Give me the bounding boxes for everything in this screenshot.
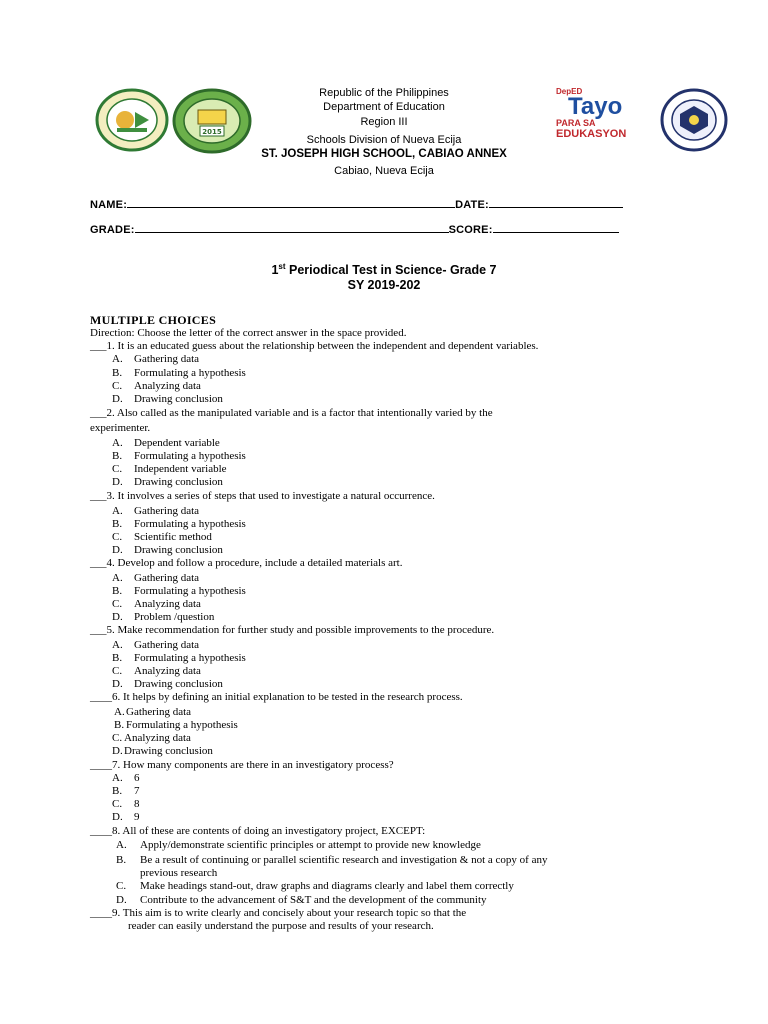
question-text: 2. Also called as the manipulated variable and is a factor that intentionally varied by the [106, 407, 493, 420]
question-8 [90, 825, 690, 838]
school-seal-year: 2015 [202, 128, 222, 136]
option-letter: B. [114, 718, 125, 731]
tayo-line2-text: EDUKASYON [556, 128, 627, 140]
question-7 [90, 759, 690, 772]
option-letter: C. [112, 531, 123, 544]
option-letter: B. [112, 651, 123, 664]
option-text: Independent variable [134, 463, 227, 476]
option-letter: B. [116, 853, 127, 866]
option-c [112, 798, 690, 811]
option-letter: B. [112, 449, 123, 462]
option-text-cont: previous research [140, 867, 218, 880]
option-a [116, 839, 690, 852]
option-letter: B. [112, 584, 123, 597]
question-text-cont: experimenter. [90, 422, 151, 435]
option-letter: D. [112, 811, 123, 824]
option-text: Analyzing data [134, 598, 201, 611]
option-letter: A. [112, 771, 123, 784]
name-blank-line[interactable] [127, 197, 455, 208]
direction-text: Direction: Choose the letter of the correct answer in the space provided. [90, 327, 407, 339]
name-label: NAME: [90, 199, 128, 211]
option-letter: A. [114, 705, 125, 718]
option-b [112, 450, 690, 463]
header-deped: Department of Education [323, 101, 445, 113]
option-text: Analyzing data [134, 665, 201, 678]
option-text: 6 [134, 771, 140, 784]
question-4 [90, 557, 690, 570]
option-text: Scientific method [134, 531, 212, 544]
grade-score-row [90, 222, 619, 236]
option-text: Dependent variable [134, 436, 220, 449]
answer-blank[interactable]: ___ [90, 490, 107, 503]
option-a [112, 437, 690, 450]
option-text: Contribute to the advancement of S&T and the development of the community [140, 893, 487, 906]
answer-blank[interactable]: ____ [90, 824, 112, 837]
option-text: Drawing conclusion [134, 476, 223, 489]
answer-blank[interactable]: ____ [90, 758, 112, 771]
header-region: Region III [360, 116, 408, 128]
option-letter: A. [112, 353, 123, 366]
grade-label: GRADE: [90, 224, 135, 236]
question-text: 5. Make recommendation for further study and possible improvements to the procedure. [106, 624, 495, 637]
option-d [112, 678, 690, 691]
option-c [112, 463, 690, 476]
header-division: Schools Division of Nueva Ecija [306, 134, 462, 146]
answer-blank[interactable]: ___ [90, 340, 107, 353]
option-b [116, 854, 690, 867]
option-c [112, 531, 690, 544]
answer-blank[interactable]: ___ [90, 407, 107, 420]
question-9 [90, 907, 690, 920]
option-letter: D. [116, 893, 127, 906]
header-school: ST. JOSEPH HIGH SCHOOL, CABIAO ANNEX [261, 148, 507, 160]
title-text: Periodical Test in Science- Grade 7 [285, 263, 497, 278]
option-d [116, 894, 690, 907]
option-letter: A. [116, 838, 127, 851]
option-letter: D. [112, 476, 123, 489]
option-letter: D. [112, 611, 123, 624]
question-text: 6. It helps by defining an initial explanation to be tested in the research process. [112, 691, 463, 704]
option-letter: D. [112, 678, 123, 691]
option-letter: C. [112, 598, 123, 611]
test-title-line [0, 259, 768, 278]
option-letter: B. [112, 517, 123, 530]
question-text: 8. All of these are contents of doing an investigatory project, EXCEPT: [112, 824, 426, 837]
option-c [112, 598, 690, 611]
answer-blank[interactable]: ____ [90, 691, 112, 704]
option-text: Apply/demonstrate scientific principles or attempt to provide new knowledge [140, 838, 481, 851]
option-b [114, 719, 690, 732]
question-text: 9. This aim is to write clearly and concisely about your research topic so that the [112, 906, 467, 919]
option-letter: C. [112, 798, 123, 811]
option-c [116, 880, 690, 893]
header-address: Cabiao, Nueva Ecija [334, 165, 434, 177]
option-text: Gathering data [126, 705, 192, 718]
option-letter: B. [112, 366, 123, 379]
school-year: SY 2019-202 [347, 278, 421, 293]
header-republic: Republic of the Philippines [319, 87, 449, 99]
option-text: Formulating a hypothesis [134, 449, 246, 462]
option-letter: A. [112, 638, 123, 651]
option-text: Problem /question [134, 611, 215, 624]
option-a [112, 505, 690, 518]
option-letter: A. [112, 571, 123, 584]
option-letter: D. [112, 544, 123, 557]
question-text: 7. How many components are there in an investigatory process? [112, 758, 394, 771]
option-d [112, 611, 690, 624]
option-text: Gathering data [134, 504, 200, 517]
option-b [112, 518, 690, 531]
option-letter: B. [112, 784, 123, 797]
option-text: Drawing conclusion [134, 544, 223, 557]
option-text: Formulating a hypothesis [134, 517, 246, 530]
test-title [0, 259, 768, 293]
option-text: Gathering data [134, 353, 200, 366]
option-letter: C. [116, 880, 127, 893]
option-c [112, 732, 690, 745]
option-b [112, 652, 690, 665]
option-a [112, 639, 690, 652]
answer-blank[interactable]: ____ [90, 906, 112, 919]
name-date-row [90, 197, 623, 211]
option-text: Drawing conclusion [134, 393, 223, 406]
score-label: SCORE: [448, 224, 493, 236]
option-c [112, 380, 690, 393]
option-letter: A. [112, 504, 123, 517]
option-letter: D. [112, 393, 123, 406]
letterhead [0, 86, 768, 178]
question-text: 1. It is an educated guess about the relationship between the independent and dependent variables. [106, 340, 539, 353]
question-text: 3. It involves a series of steps that used to investigate a natural occurrence. [106, 490, 435, 503]
tayo-small-text: DepED [556, 87, 583, 96]
question-2 [90, 407, 690, 420]
question-6 [90, 691, 690, 704]
question-text: 4. Develop and follow a procedure, include a detailed materials art. [106, 557, 403, 570]
option-a [112, 772, 690, 785]
question-3 [90, 490, 690, 503]
option-text: Formulating a hypothesis [126, 718, 238, 731]
option-text: Gathering data [134, 638, 200, 651]
option-text: Analyzing data [134, 379, 201, 392]
option-text: 9 [134, 811, 140, 824]
tayo-big-text: Tayo [568, 93, 623, 120]
option-text: 7 [134, 784, 140, 797]
score-blank-line[interactable] [493, 222, 619, 233]
grade-blank-line[interactable] [135, 222, 449, 233]
option-b [112, 367, 690, 380]
answer-blank[interactable]: ___ [90, 557, 107, 570]
option-c [112, 665, 690, 678]
answer-blank[interactable]: ___ [90, 624, 107, 637]
option-letter: C. [112, 463, 123, 476]
option-d [112, 476, 690, 489]
question-5 [90, 624, 690, 637]
question-text-cont: reader can easily understand the purpose and results of your research. [128, 919, 434, 932]
title-superscript: st [278, 262, 286, 271]
option-letter: D. [112, 745, 123, 758]
option-letter: C. [112, 379, 123, 392]
option-letter: C. [112, 665, 123, 678]
option-text: Make headings stand-out, draw graphs and diagrams clearly and label them correctly [140, 880, 514, 893]
option-a [114, 706, 690, 719]
option-text: Formulating a hypothesis [134, 366, 246, 379]
date-blank-line[interactable] [489, 197, 623, 208]
option-text: Drawing conclusion [134, 678, 223, 691]
test-content [90, 313, 690, 933]
option-letter: A. [112, 436, 123, 449]
option-d [112, 745, 690, 758]
question-1 [90, 340, 690, 353]
option-a [112, 353, 690, 366]
option-text: Be a result of continuing or parallel scientific research and investigation & not a copy of any [140, 853, 548, 866]
option-d [112, 544, 690, 557]
option-b [112, 785, 690, 798]
option-d [112, 811, 690, 824]
title-number: 1 [271, 263, 279, 278]
option-letter: C. [112, 732, 123, 745]
date-label: DATE: [455, 199, 489, 211]
option-text: 8 [134, 798, 140, 811]
option-text: Gathering data [134, 571, 200, 584]
option-text: Analyzing data [124, 732, 191, 745]
option-a [112, 572, 690, 585]
tayo-line1-text: PARA SA [556, 118, 596, 128]
section-heading: MULTIPLE CHOICES [90, 313, 217, 327]
option-d [112, 393, 690, 406]
option-text: Formulating a hypothesis [134, 584, 246, 597]
option-text: Drawing conclusion [124, 745, 213, 758]
option-b [112, 585, 690, 598]
option-text: Formulating a hypothesis [134, 651, 246, 664]
